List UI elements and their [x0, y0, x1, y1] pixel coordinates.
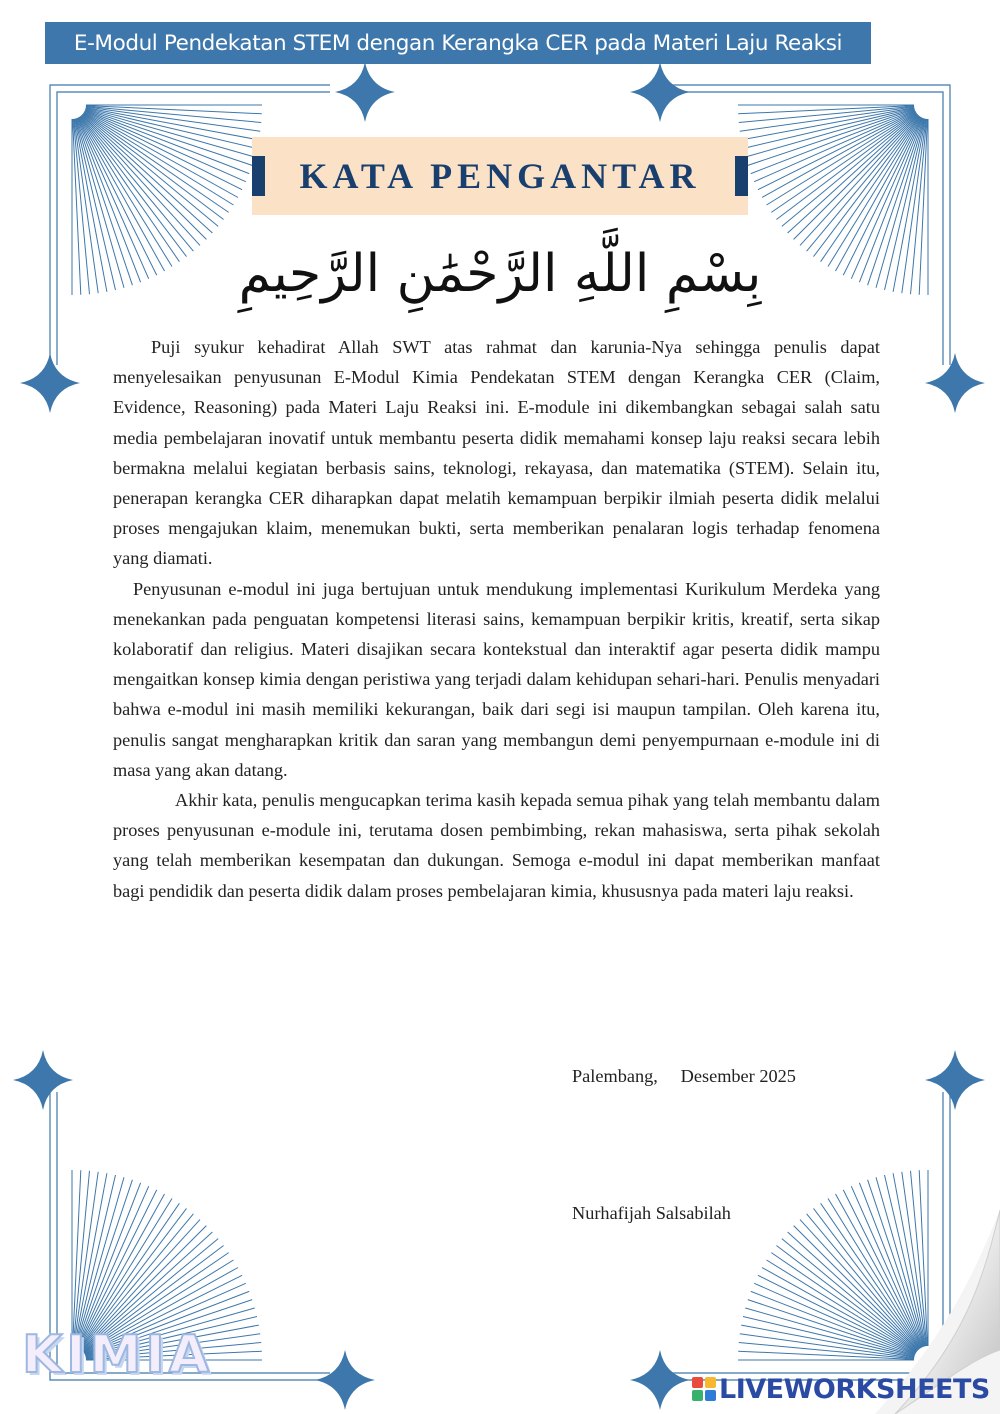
basmala-calligraphy: بِسْمِ اللَّهِ الرَّحْمَٰنِ الرَّحِيمِ	[238, 244, 762, 304]
sparkle-lower-right	[925, 1050, 985, 1110]
sparkle-lower-left	[13, 1050, 73, 1110]
sparkle-bottom-left	[315, 1350, 375, 1410]
signer-name: Nurhafijah Salsabilah	[572, 1203, 731, 1223]
preface-body	[113, 332, 880, 906]
title-bar-right	[735, 156, 748, 196]
sparkle-top-left	[335, 62, 395, 122]
liveworksheets-logo[interactable]	[692, 1372, 990, 1406]
place-date: Palembang, Desember 2025	[572, 1066, 796, 1086]
page-title: KATA PENGANTAR	[299, 156, 701, 196]
sparkle-mid-left	[20, 353, 80, 413]
paragraph-2: Penyusunan e-modul ini juga bertujuan untuk mendukung implementasi Kurikulum Merdeka yang menekankan pada penguatan kompetensi literasi sains, kemampuan berpikir kritis, kreatif, serta sikap kolaboratif dan religius. Materi disajikan secara kontekstual dan interaktif agar peserta didik mampu mengaitkan konsep kimia dengan peristiwa yang terjadi dalam kehidupan sehari-hari. Penulis menyadari bahwa e-modul ini masih memiliki kekurangan, baik dari segi isi maupun tampilan. Oleh karena itu, penulis sangat mengharapkan kritik dan saran yang membangun demi penyempurnaan e-module ini di masa yang akan datang.	[113, 578, 880, 780]
liveworksheets-wordmark: LIVEWORKSHEETS	[719, 1373, 990, 1405]
corner-burst-top-left	[72, 105, 262, 295]
sparkle-mid-right	[925, 353, 985, 413]
corner-burst-top-right	[738, 105, 928, 295]
sparkle-top-right	[630, 62, 690, 122]
page-title-box	[252, 137, 748, 215]
paragraph-1: Puji syukur kehadirat Allah SWT atas rahmat dan karunia-Nya sehingga penulis dapat menyelesaikan penyusunan E-Modul Kimia Pendekatan STEM dengan Kerangka CER (Claim, Evidence, Reasoning) pada Materi Laju Reaksi ini. E-module ini dikembangkan sebagai salah satu media pembelajaran inovatif untuk membantu peserta didik memahami konsep laju reaksi secara lebih bermakna melalui kegiatan berbasis sains, teknologi, rekayasa, dan matematika (STEM). Selain itu, penerapan kerangka CER diharapkan dapat melatih kemampuan berpikir ilmiah peserta didik melalui proses mengajukan klaim, menemukan bukti, serta memberikan penalaran logis terhadap fenomena yang diamati.	[113, 337, 880, 569]
sparkle-bottom-right	[630, 1350, 690, 1410]
liveworksheets-icon	[692, 1377, 716, 1401]
kimia-logo: KIMIA	[22, 1325, 213, 1385]
paragraph-3: Akhir kata, penulis mengucapkan terima kasih kepada semua pihak yang telah membantu dalam proses penyusunan e-module ini, terutama dosen pembimbing, rekan mahasiswa, serta pihak sekolah yang telah memberikan kesempatan dan dukungan. Semoga e-modul ini dapat memberikan manfaat bagi pendidik dan peserta didik dalam proses pembelajaran kimia, khususnya pada materi laju reaksi.	[113, 790, 880, 901]
module-title-banner: E-Modul Pendekatan STEM dengan Kerangka CER pada Materi Laju Reaksi	[45, 22, 871, 64]
